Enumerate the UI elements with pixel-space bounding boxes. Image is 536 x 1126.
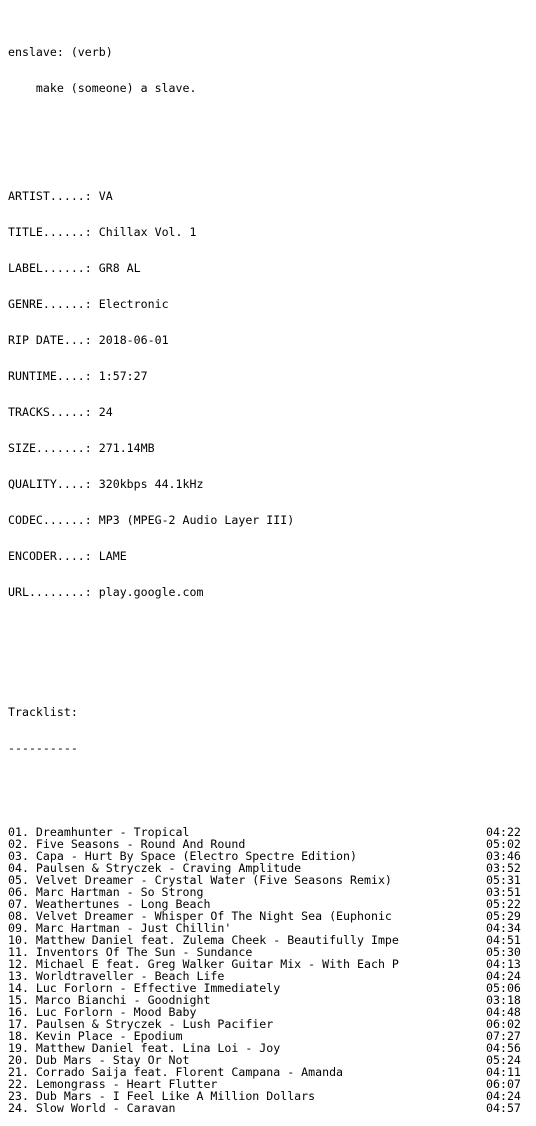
info-key: GENRE......:: [8, 297, 92, 311]
track-title: 17. Paulsen & Stryczek - Lush Pacifier: [8, 1017, 274, 1031]
info-value: 2018-06-01: [98, 333, 169, 347]
info-value: 1:57:27: [98, 369, 148, 383]
info-label: [8, 262, 528, 274]
info-runtime: [8, 370, 528, 382]
track-title: 15. Marco Bianchi - Goodnight: [8, 993, 211, 1007]
track-title: 07. Weathertunes - Long Beach: [8, 897, 211, 911]
track-title: 22. Lemongrass - Heart Flutter: [8, 1077, 218, 1091]
definition-word: enslave: (verb): [8, 45, 113, 59]
track-title: 01. Dreamhunter - Tropical: [8, 825, 190, 839]
track-duration: 04:56: [486, 1041, 521, 1055]
info-value: MP3 (MPEG-2 Audio Layer III): [98, 513, 295, 527]
info-key: CODEC......:: [8, 513, 92, 527]
info-key: ENCODER....:: [8, 549, 92, 563]
info-encoder: [8, 550, 528, 562]
track-duration: 04:11: [486, 1065, 521, 1079]
track-title: 16. Luc Forlorn - Mood Baby: [8, 1005, 197, 1019]
track-duration: 04:34: [486, 921, 521, 935]
info-key: ARTIST.....:: [8, 189, 92, 203]
info-value: LAME: [98, 549, 127, 563]
info-artist: [8, 190, 528, 202]
info-key: RIP DATE...:: [8, 333, 92, 347]
info-value: play.google.com: [98, 585, 204, 599]
track-duration: 03:18: [486, 993, 521, 1007]
info-tracks: [8, 406, 528, 418]
info-codec: [8, 514, 528, 526]
track-duration: 05:29: [486, 909, 521, 923]
track-title: 20. Dub Mars - Stay Or Not: [8, 1053, 190, 1067]
info-value: 271.14MB: [98, 441, 155, 455]
track-duration: 05:31: [486, 873, 521, 887]
track-duration: 05:02: [486, 837, 521, 851]
track-duration: 04:51: [486, 933, 521, 947]
track-title: 23. Dub Mars - I Feel Like A Million Dollars: [8, 1089, 316, 1103]
track-duration: 04:48: [486, 1005, 521, 1019]
spacer: [8, 118, 528, 130]
track-duration: 05:22: [486, 897, 521, 911]
track-title: 13. Worldtraveller - Beach Life: [8, 969, 225, 983]
track-title: 14. Luc Forlorn - Effective Immediately: [8, 981, 281, 995]
track-row: [8, 1102, 528, 1114]
track-duration: 06:07: [486, 1077, 521, 1091]
info-key: TITLE......:: [8, 225, 92, 239]
track-duration: 04:22: [486, 825, 521, 839]
track-duration: 05:06: [486, 981, 521, 995]
track-duration: 04:57: [486, 1101, 521, 1115]
track-duration: 07:27: [486, 1029, 521, 1043]
info-size: [8, 442, 528, 454]
info-key: QUALITY....:: [8, 477, 92, 491]
info-key: SIZE.......:: [8, 441, 92, 455]
info-value: GR8 AL: [98, 261, 141, 275]
nfo-text-document: [8, 22, 528, 1126]
track-duration: 03:51: [486, 885, 521, 899]
track-title: 18. Kevin Place - Epodium: [8, 1029, 183, 1043]
definition-meaning: make (someone) a slave.: [35, 81, 197, 95]
info-key: TRACKS.....:: [8, 405, 92, 419]
info-value: VA: [98, 189, 113, 203]
track-title: 06. Marc Hartman - So Strong: [8, 885, 204, 899]
info-value: 320kbps 44.1kHz: [98, 477, 204, 491]
spacer: [8, 778, 528, 790]
info-value: 24: [98, 405, 113, 419]
track-duration: 04:13: [486, 957, 521, 971]
track-duration: 03:46: [486, 849, 521, 863]
info-value: Electronic: [98, 297, 169, 311]
track-title: 09. Marc Hartman - Just Chillin': [8, 921, 232, 935]
track-title: 21. Corrado Saija feat. Florent Campana - Amanda: [8, 1065, 344, 1079]
track-title: 24. Slow World - Caravan: [8, 1101, 176, 1115]
track-title: 19. Matthew Daniel feat. Lina Loi - Joy: [8, 1041, 281, 1055]
track-duration: 06:02: [486, 1017, 521, 1031]
track-title: 11. Inventors Of The Sun - Sundance: [8, 945, 253, 959]
tracklist-divider: ----------: [8, 741, 78, 755]
track-title: 03. Capa - Hurt By Space (Electro Spectre Edition): [8, 849, 358, 863]
tracklist-heading: Tracklist:: [8, 705, 78, 719]
info-url: [8, 586, 528, 598]
track-title: 05. Velvet Dreamer - Crystal Water (Five Seasons Remix): [8, 873, 392, 887]
info-key: LABEL......:: [8, 261, 92, 275]
info-key: URL........:: [8, 585, 92, 599]
track-duration: 05:24: [486, 1053, 521, 1067]
info-key: RUNTIME....:: [8, 369, 92, 383]
track-title: 10. Matthew Daniel feat. Zulema Cheek - Beautifully Impe: [8, 933, 399, 947]
track-title: 08. Velvet Dreamer - Whisper Of The Night Sea (Euphonic: [8, 909, 392, 923]
info-value: Chillax Vol. 1: [98, 225, 197, 239]
track-title: 02. Five Seasons - Round And Round: [8, 837, 246, 851]
info-genre: [8, 298, 528, 310]
track-title: 04. Paulsen & Stryczek - Craving Amplitude: [8, 861, 302, 875]
track-duration: 04:24: [486, 969, 521, 983]
track-list: [8, 826, 528, 1114]
info-rip-date: [8, 334, 528, 346]
spacer: [8, 658, 528, 670]
track-duration: 04:24: [486, 1089, 521, 1103]
release-info: [8, 166, 528, 622]
track-duration: 03:52: [486, 861, 521, 875]
track-title: 12. Michael E feat. Greg Walker Guitar Mix - With Each P: [8, 957, 399, 971]
track-duration: 05:30: [486, 945, 521, 959]
info-title: [8, 226, 528, 238]
info-quality: [8, 478, 528, 490]
